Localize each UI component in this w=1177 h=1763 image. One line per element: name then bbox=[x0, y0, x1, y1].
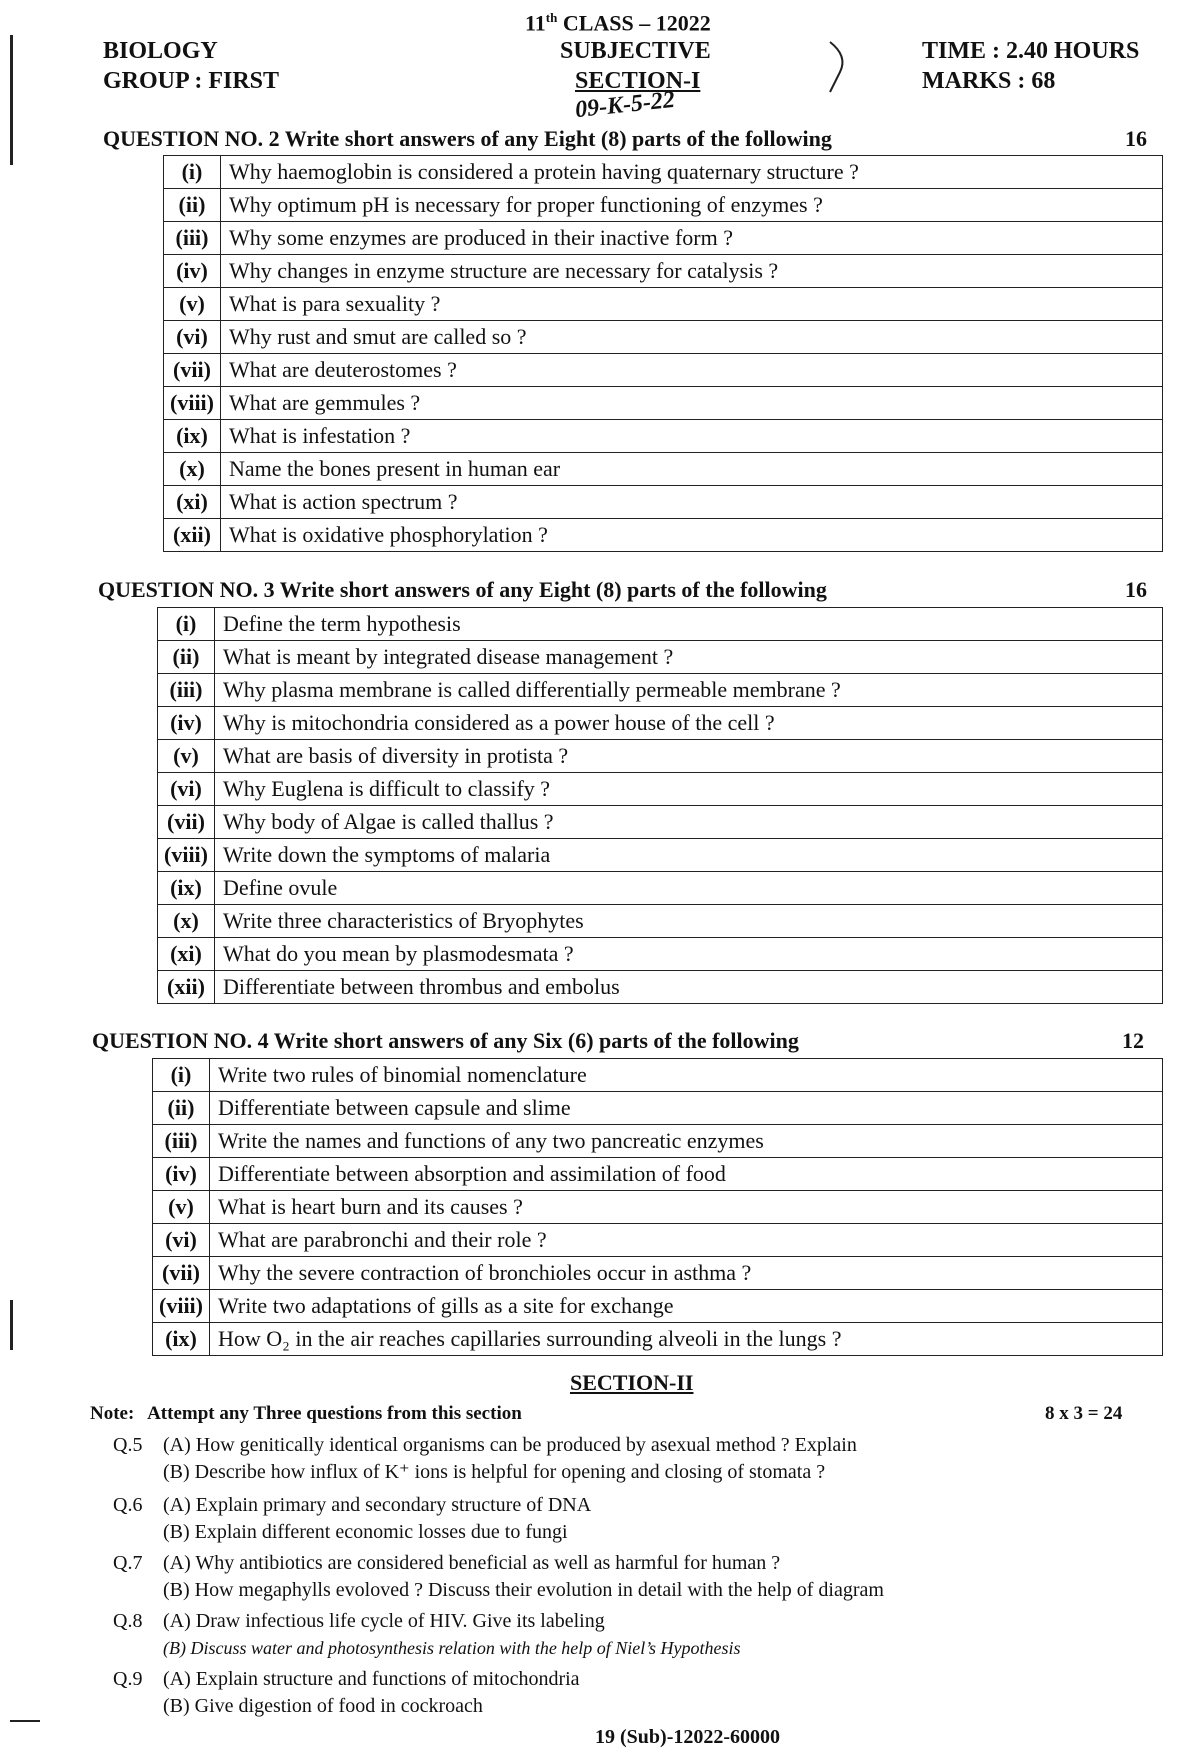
part-text: What is heart burn and its causes ? bbox=[210, 1191, 1163, 1224]
q2-table bbox=[163, 155, 1163, 552]
part-num: (ii) bbox=[158, 641, 215, 674]
question-6 bbox=[113, 1492, 591, 1546]
q4-marks: 12 bbox=[1122, 1028, 1144, 1053]
section-2-title: SECTION-II bbox=[570, 1370, 694, 1395]
table-row bbox=[158, 806, 1163, 839]
table-row bbox=[158, 608, 1163, 641]
q4-title: QUESTION NO. 4 Write short answers of any Six (6) parts of the following bbox=[92, 1028, 799, 1053]
part-num: (xii) bbox=[164, 519, 221, 552]
part-a: (A) How genitically identical organisms can be produced by asexual method ? Explain bbox=[163, 1434, 857, 1456]
part-text: What is meant by integrated disease management ? bbox=[215, 641, 1163, 674]
class-text: CLASS – 12022 bbox=[562, 10, 711, 36]
part-a: (A) Explain primary and secondary structure of DNA bbox=[163, 1494, 592, 1516]
table-row bbox=[158, 971, 1163, 1004]
scan-edge-line bbox=[10, 35, 13, 165]
part-text: Write three characteristics of Bryophytes bbox=[215, 905, 1163, 938]
question-8 bbox=[113, 1608, 740, 1662]
subjective-label: SUBJECTIVE bbox=[560, 38, 711, 64]
scan-edge-line bbox=[10, 1720, 40, 1722]
part-text: How O₂ in the air reaches capillaries surrounding alveoli in the lungs ? bbox=[210, 1323, 1163, 1356]
part-text: Write the names and functions of any two pancreatic enzymes bbox=[210, 1125, 1163, 1158]
time: TIME : 2.40 HOURS bbox=[922, 38, 1140, 64]
part-text: Why haemoglobin is considered a protein having quaternary structure ? bbox=[221, 156, 1163, 189]
question-9 bbox=[113, 1666, 580, 1720]
part-num: (ii) bbox=[153, 1092, 210, 1125]
part-num: (ix) bbox=[164, 420, 221, 453]
part-text: Differentiate between capsule and slime bbox=[210, 1092, 1163, 1125]
part-num: (xi) bbox=[158, 938, 215, 971]
part-num: (viii) bbox=[153, 1290, 210, 1323]
table-row bbox=[153, 1323, 1163, 1356]
part-a: (A) Why antibiotics are considered beneficial as well as harmful for human ? bbox=[163, 1552, 781, 1574]
table-row bbox=[158, 839, 1163, 872]
table-row bbox=[164, 420, 1163, 453]
table-row bbox=[164, 387, 1163, 420]
part-num: (ix) bbox=[158, 872, 215, 905]
table-row bbox=[158, 674, 1163, 707]
question-num: Q.7 bbox=[113, 1552, 143, 1574]
part-text: What do you mean by plasmodesmata ? bbox=[215, 938, 1163, 971]
class-sup: th bbox=[545, 10, 558, 25]
part-text: Write two adaptations of gills as a site for exchange bbox=[210, 1290, 1163, 1323]
table-row bbox=[153, 1191, 1163, 1224]
part-text: Why optimum pH is necessary for proper functioning of enzymes ? bbox=[221, 189, 1163, 222]
part-text: Why is mitochondria considered as a power house of the cell ? bbox=[215, 707, 1163, 740]
part-num: (i) bbox=[153, 1059, 210, 1092]
class-line bbox=[525, 10, 711, 36]
q2-title: QUESTION NO. 2 Write short answers of any Eight (8) parts of the following bbox=[103, 126, 832, 151]
handwritten-date: 09-K-5-22 bbox=[573, 86, 677, 124]
part-num: (iv) bbox=[164, 255, 221, 288]
part-num: (v) bbox=[164, 288, 221, 321]
table-row bbox=[153, 1059, 1163, 1092]
part-text: What are gemmules ? bbox=[221, 387, 1163, 420]
table-row bbox=[158, 641, 1163, 674]
part-text: Why Euglena is difficult to classify ? bbox=[215, 773, 1163, 806]
group: GROUP : FIRST bbox=[103, 68, 280, 94]
table-row bbox=[164, 255, 1163, 288]
part-b: (B) How megaphylls evoloved ? Discuss their evolution in detail with the help of diagram bbox=[163, 1579, 884, 1601]
part-num: (iii) bbox=[153, 1125, 210, 1158]
part-text: Why the severe contraction of bronchioles occur in asthma ? bbox=[210, 1257, 1163, 1290]
table-row bbox=[158, 707, 1163, 740]
class-prefix: 11 bbox=[525, 10, 546, 36]
part-num: (vii) bbox=[158, 806, 215, 839]
part-num: (xii) bbox=[158, 971, 215, 1004]
part-num: (viii) bbox=[158, 839, 215, 872]
section-2-marks: 8 x 3 = 24 bbox=[1045, 1403, 1123, 1424]
part-num: (v) bbox=[153, 1191, 210, 1224]
part-num: (viii) bbox=[164, 387, 221, 420]
part-num: (vi) bbox=[153, 1224, 210, 1257]
part-b: (B) Discuss water and photosynthesis relation with the help of Niel’s Hypothesis bbox=[163, 1638, 741, 1658]
q3-table bbox=[157, 607, 1163, 1004]
part-num: (x) bbox=[164, 453, 221, 486]
part-b: (B) Give digestion of food in cockroach bbox=[163, 1695, 483, 1717]
part-text: Why rust and smut are called so ? bbox=[221, 321, 1163, 354]
table-row bbox=[158, 872, 1163, 905]
part-text: Name the bones present in human ear bbox=[221, 453, 1163, 486]
part-num: (v) bbox=[158, 740, 215, 773]
marks: MARKS : 68 bbox=[922, 68, 1056, 94]
question-num: Q.5 bbox=[113, 1434, 143, 1456]
note-text: Attempt any Three questions from this section bbox=[147, 1403, 522, 1424]
part-num: (ix) bbox=[153, 1323, 210, 1356]
part-text: What are deuterostomes ? bbox=[221, 354, 1163, 387]
part-text: What is oxidative phosphorylation ? bbox=[221, 519, 1163, 552]
part-text: What is infestation ? bbox=[221, 420, 1163, 453]
table-row bbox=[164, 486, 1163, 519]
part-text: What are parabronchi and their role ? bbox=[210, 1224, 1163, 1257]
table-row bbox=[164, 189, 1163, 222]
table-row bbox=[153, 1158, 1163, 1191]
table-row bbox=[158, 938, 1163, 971]
part-num: (x) bbox=[158, 905, 215, 938]
question-num: Q.8 bbox=[113, 1610, 143, 1632]
table-row bbox=[153, 1290, 1163, 1323]
part-text: Why plasma membrane is called differentially permeable membrane ? bbox=[215, 674, 1163, 707]
part-text: Define the term hypothesis bbox=[215, 608, 1163, 641]
part-num: (vii) bbox=[164, 354, 221, 387]
part-text: What is para sexuality ? bbox=[221, 288, 1163, 321]
part-text: Differentiate between absorption and assimilation of food bbox=[210, 1158, 1163, 1191]
table-row bbox=[164, 519, 1163, 552]
part-num: (iv) bbox=[153, 1158, 210, 1191]
part-num: (vi) bbox=[164, 321, 221, 354]
subject: BIOLOGY bbox=[103, 38, 218, 64]
part-num: (i) bbox=[158, 608, 215, 641]
q3-marks: 16 bbox=[1125, 577, 1147, 602]
part-text: Write two rules of binomial nomenclature bbox=[210, 1059, 1163, 1092]
table-row bbox=[158, 905, 1163, 938]
table-row bbox=[153, 1092, 1163, 1125]
part-text: Define ovule bbox=[215, 872, 1163, 905]
question-5 bbox=[113, 1432, 857, 1486]
scan-edge-line bbox=[10, 1300, 13, 1350]
table-row bbox=[158, 773, 1163, 806]
part-text: Differentiate between thrombus and embolus bbox=[215, 971, 1163, 1004]
table-row bbox=[164, 156, 1163, 189]
table-row bbox=[164, 453, 1163, 486]
part-b: (B) Explain different economic losses due to fungi bbox=[163, 1521, 568, 1543]
table-row bbox=[153, 1257, 1163, 1290]
part-num: (vi) bbox=[158, 773, 215, 806]
part-num: (ii) bbox=[164, 189, 221, 222]
q3-title: QUESTION NO. 3 Write short answers of any Eight (8) parts of the following bbox=[98, 577, 827, 602]
q2-marks: 16 bbox=[1125, 126, 1147, 151]
note-line bbox=[90, 1403, 522, 1425]
part-num: (iv) bbox=[158, 707, 215, 740]
table-row bbox=[164, 222, 1163, 255]
question-num: Q.6 bbox=[113, 1494, 143, 1516]
part-text: What are basis of diversity in protista ? bbox=[215, 740, 1163, 773]
part-num: (i) bbox=[164, 156, 221, 189]
bracket-mark bbox=[818, 38, 858, 98]
table-row bbox=[164, 321, 1163, 354]
note-label: Note: bbox=[90, 1403, 135, 1424]
q4-table bbox=[152, 1058, 1163, 1356]
part-num: (xi) bbox=[164, 486, 221, 519]
part-text: Why body of Algae is called thallus ? bbox=[215, 806, 1163, 839]
question-7 bbox=[113, 1550, 884, 1604]
table-row bbox=[153, 1125, 1163, 1158]
part-text: Why some enzymes are produced in their inactive form ? bbox=[221, 222, 1163, 255]
question-num: Q.9 bbox=[113, 1668, 143, 1690]
part-b: (B) Describe how influx of K⁺ ions is helpful for opening and closing of stomata ? bbox=[163, 1461, 826, 1483]
footer-code: 19 (Sub)-12022-60000 bbox=[595, 1726, 781, 1748]
table-row bbox=[164, 354, 1163, 387]
table-row bbox=[164, 288, 1163, 321]
table-row bbox=[158, 740, 1163, 773]
section-1-title: SECTION-I bbox=[575, 68, 701, 94]
part-a: (A) Draw infectious life cycle of HIV. Give its labeling bbox=[163, 1610, 605, 1632]
table-row bbox=[153, 1224, 1163, 1257]
part-text: What is action spectrum ? bbox=[221, 486, 1163, 519]
part-text: Why changes in enzyme structure are necessary for catalysis ? bbox=[221, 255, 1163, 288]
part-num: (vii) bbox=[153, 1257, 210, 1290]
part-a: (A) Explain structure and functions of mitochondria bbox=[163, 1668, 580, 1690]
part-num: (iii) bbox=[164, 222, 221, 255]
part-num: (iii) bbox=[158, 674, 215, 707]
part-text: Write down the symptoms of malaria bbox=[215, 839, 1163, 872]
